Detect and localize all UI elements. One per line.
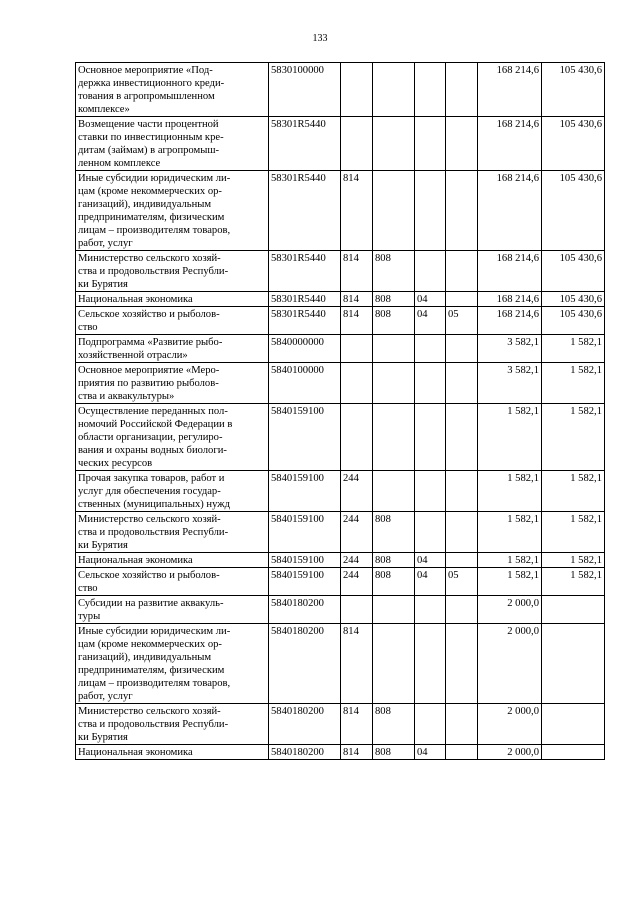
row-amount-1-cell: 3 582,1: [478, 335, 542, 363]
row-name-cell: Возмещение части процентной ставки по инвестиционным кре- дитам (займам) в агропромыш- ленном комплексе: [76, 117, 269, 171]
row-subsection-cell: [446, 251, 478, 292]
row-expense-type-cell: [341, 63, 373, 117]
row-name-cell: Прочая закупка товаров, работ и услуг для обеспечения государ- ственных (муниципальных) нужд: [76, 471, 269, 512]
row-amount-1-cell: 1 582,1: [478, 568, 542, 596]
row-section-cell: 04: [415, 292, 446, 307]
row-section-cell: [415, 335, 446, 363]
row-amount-1-cell: 3 582,1: [478, 363, 542, 404]
row-subsection-cell: [446, 63, 478, 117]
row-expense-type-cell: 244: [341, 471, 373, 512]
row-subsection-cell: 05: [446, 568, 478, 596]
row-amount-2-cell: 1 582,1: [542, 568, 605, 596]
row-amount-1-cell: 168 214,6: [478, 63, 542, 117]
row-expense-type-cell: 814: [341, 251, 373, 292]
row-expense-type-cell: 814: [341, 745, 373, 760]
row-section-cell: [415, 704, 446, 745]
row-target-article-cell: 5840159100: [269, 553, 341, 568]
row-administrator-cell: 808: [373, 553, 415, 568]
row-name-cell: Сельское хозяйство и рыболов- ство: [76, 307, 269, 335]
table-row: [76, 404, 605, 471]
row-administrator-cell: [373, 624, 415, 704]
row-amount-1-cell: 2 000,0: [478, 745, 542, 760]
row-subsection-cell: [446, 117, 478, 171]
table-row: [76, 307, 605, 335]
row-expense-type-cell: 244: [341, 553, 373, 568]
table-row: [76, 292, 605, 307]
row-name-cell: Основное мероприятие «Меро- приятия по развитию рыболов- ства и аквакультуры»: [76, 363, 269, 404]
row-name-cell: Министерство сельского хозяй- ства и продовольствия Республи- ки Бурятия: [76, 512, 269, 553]
row-expense-type-cell: [341, 404, 373, 471]
row-subsection-cell: [446, 596, 478, 624]
row-amount-2-cell: 1 582,1: [542, 512, 605, 553]
row-target-article-cell: 5840159100: [269, 471, 341, 512]
row-expense-type-cell: 244: [341, 512, 373, 553]
table-row: [76, 363, 605, 404]
row-target-article-cell: 58301R5440: [269, 117, 341, 171]
row-subsection-cell: [446, 745, 478, 760]
row-section-cell: [415, 63, 446, 117]
row-expense-type-cell: 244: [341, 568, 373, 596]
row-section-cell: 04: [415, 307, 446, 335]
table-row: [76, 335, 605, 363]
table-row: [76, 171, 605, 251]
table-row: [76, 624, 605, 704]
row-expense-type-cell: [341, 117, 373, 171]
row-target-article-cell: 5840100000: [269, 363, 341, 404]
row-administrator-cell: 808: [373, 512, 415, 553]
row-target-article-cell: 5840180200: [269, 596, 341, 624]
row-administrator-cell: [373, 471, 415, 512]
row-section-cell: [415, 624, 446, 704]
row-amount-1-cell: 168 214,6: [478, 171, 542, 251]
row-section-cell: 04: [415, 553, 446, 568]
table-row: [76, 553, 605, 568]
table-row: [76, 471, 605, 512]
row-amount-1-cell: 1 582,1: [478, 404, 542, 471]
row-amount-1-cell: 1 582,1: [478, 512, 542, 553]
row-subsection-cell: [446, 512, 478, 553]
row-amount-2-cell: [542, 624, 605, 704]
row-subsection-cell: [446, 335, 478, 363]
row-administrator-cell: [373, 335, 415, 363]
row-amount-2-cell: 105 430,6: [542, 117, 605, 171]
row-amount-2-cell: 1 582,1: [542, 404, 605, 471]
row-target-article-cell: 58301R5440: [269, 251, 341, 292]
row-section-cell: [415, 596, 446, 624]
table-row: [76, 596, 605, 624]
row-name-cell: Министерство сельского хозяй- ства и продовольствия Республи- ки Бурятия: [76, 251, 269, 292]
table-row: [76, 63, 605, 117]
row-target-article-cell: 5840180200: [269, 704, 341, 745]
row-amount-2-cell: 105 430,6: [542, 307, 605, 335]
row-administrator-cell: 808: [373, 292, 415, 307]
table-row: [76, 117, 605, 171]
row-administrator-cell: [373, 117, 415, 171]
row-expense-type-cell: 814: [341, 307, 373, 335]
row-expense-type-cell: 814: [341, 624, 373, 704]
row-section-cell: 04: [415, 568, 446, 596]
table-row: [76, 512, 605, 553]
row-name-cell: Иные субсидии юридическим ли- цам (кроме некоммерческих ор- ганизаций), индивидуальным предпринимателям, физическим лицам – производителям товаров, работ, услуг: [76, 171, 269, 251]
row-subsection-cell: 05: [446, 307, 478, 335]
row-name-cell: Национальная экономика: [76, 553, 269, 568]
row-expense-type-cell: [341, 363, 373, 404]
row-amount-1-cell: 2 000,0: [478, 624, 542, 704]
row-amount-2-cell: [542, 745, 605, 760]
row-name-cell: Иные субсидии юридическим ли- цам (кроме некоммерческих ор- ганизаций), индивидуальным предпринимателям, физическим лицам – производителям товаров, работ, услуг: [76, 624, 269, 704]
row-amount-2-cell: 1 582,1: [542, 335, 605, 363]
row-expense-type-cell: [341, 335, 373, 363]
row-name-cell: Национальная экономика: [76, 745, 269, 760]
row-target-article-cell: 5840180200: [269, 624, 341, 704]
row-administrator-cell: 808: [373, 251, 415, 292]
row-subsection-cell: [446, 624, 478, 704]
row-subsection-cell: [446, 404, 478, 471]
row-expense-type-cell: 814: [341, 292, 373, 307]
row-administrator-cell: [373, 404, 415, 471]
row-target-article-cell: 58301R5440: [269, 292, 341, 307]
row-subsection-cell: [446, 471, 478, 512]
row-target-article-cell: 5840000000: [269, 335, 341, 363]
row-amount-2-cell: 105 430,6: [542, 63, 605, 117]
row-amount-1-cell: 2 000,0: [478, 704, 542, 745]
row-section-cell: [415, 404, 446, 471]
row-name-cell: Сельское хозяйство и рыболов- ство: [76, 568, 269, 596]
table-row: [76, 251, 605, 292]
row-administrator-cell: 808: [373, 745, 415, 760]
row-section-cell: [415, 512, 446, 553]
row-section-cell: [415, 363, 446, 404]
row-subsection-cell: [446, 553, 478, 568]
row-administrator-cell: [373, 596, 415, 624]
row-amount-1-cell: 168 214,6: [478, 307, 542, 335]
table-row: [76, 704, 605, 745]
row-target-article-cell: 5840180200: [269, 745, 341, 760]
row-target-article-cell: 5840159100: [269, 404, 341, 471]
table-row: [76, 568, 605, 596]
row-amount-1-cell: 168 214,6: [478, 292, 542, 307]
row-amount-1-cell: 1 582,1: [478, 553, 542, 568]
row-administrator-cell: 808: [373, 568, 415, 596]
row-section-cell: 04: [415, 745, 446, 760]
row-subsection-cell: [446, 292, 478, 307]
row-target-article-cell: 5840159100: [269, 512, 341, 553]
row-administrator-cell: [373, 363, 415, 404]
row-section-cell: [415, 471, 446, 512]
row-expense-type-cell: 814: [341, 171, 373, 251]
row-name-cell: Основное мероприятие «Под- держка инвестиционного креди- тования в агропромышленном комплексе»: [76, 63, 269, 117]
row-target-article-cell: 58301R5440: [269, 171, 341, 251]
row-section-cell: [415, 251, 446, 292]
row-amount-2-cell: 105 430,6: [542, 171, 605, 251]
row-section-cell: [415, 171, 446, 251]
row-name-cell: Национальная экономика: [76, 292, 269, 307]
row-amount-1-cell: 2 000,0: [478, 596, 542, 624]
row-name-cell: Субсидии на развитие аквакуль- туры: [76, 596, 269, 624]
row-amount-2-cell: [542, 596, 605, 624]
row-amount-2-cell: 105 430,6: [542, 292, 605, 307]
row-amount-2-cell: 105 430,6: [542, 251, 605, 292]
row-amount-2-cell: 1 582,1: [542, 553, 605, 568]
table-body: [76, 63, 605, 760]
row-administrator-cell: 808: [373, 704, 415, 745]
page-number: 133: [312, 33, 328, 44]
row-subsection-cell: [446, 171, 478, 251]
row-subsection-cell: [446, 704, 478, 745]
row-target-article-cell: 5840159100: [269, 568, 341, 596]
row-amount-2-cell: 1 582,1: [542, 471, 605, 512]
row-administrator-cell: [373, 171, 415, 251]
row-name-cell: Осуществление переданных пол- номочий Российской Федерации в области организации, регулиро- вания и охраны водных биологи- ческих ресурсов: [76, 404, 269, 471]
table-row: [76, 745, 605, 760]
row-section-cell: [415, 117, 446, 171]
row-name-cell: Подпрограмма «Развитие рыбо- хозяйственной отрасли»: [76, 335, 269, 363]
row-amount-2-cell: [542, 704, 605, 745]
row-expense-type-cell: [341, 596, 373, 624]
row-expense-type-cell: 814: [341, 704, 373, 745]
budget-table: [75, 62, 605, 760]
row-amount-1-cell: 168 214,6: [478, 117, 542, 171]
row-amount-1-cell: 168 214,6: [478, 251, 542, 292]
row-name-cell: Министерство сельского хозяй- ства и продовольствия Республи- ки Бурятия: [76, 704, 269, 745]
row-amount-1-cell: 1 582,1: [478, 471, 542, 512]
row-target-article-cell: 58301R5440: [269, 307, 341, 335]
row-amount-2-cell: 1 582,1: [542, 363, 605, 404]
row-subsection-cell: [446, 363, 478, 404]
row-administrator-cell: [373, 63, 415, 117]
row-target-article-cell: 5830100000: [269, 63, 341, 117]
row-administrator-cell: 808: [373, 307, 415, 335]
